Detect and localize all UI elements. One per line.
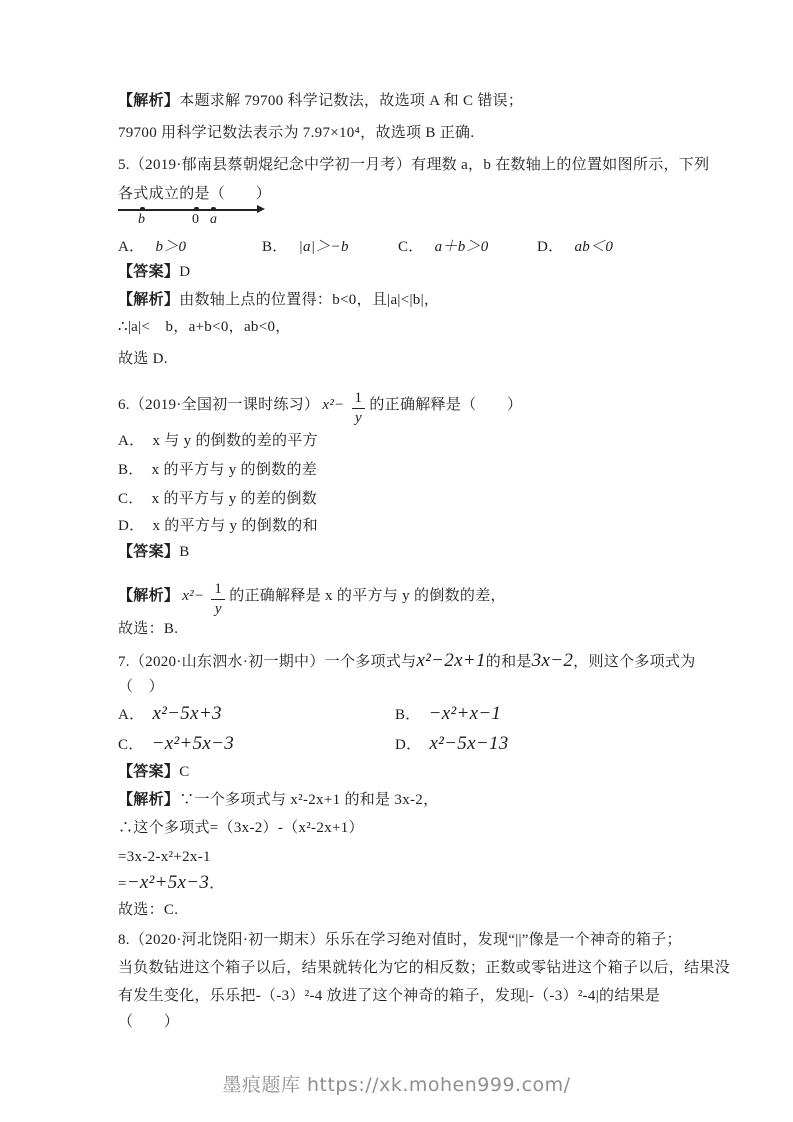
fraction-numerator: 1	[352, 391, 366, 409]
answer-value: C	[179, 764, 190, 780]
answer-label: 【答案】	[118, 264, 180, 280]
q5-answer-line	[118, 263, 190, 282]
number-line-point-b	[140, 207, 145, 212]
answer-value: B	[179, 544, 190, 560]
q6-fraction	[352, 391, 366, 426]
number-line-label-zero: 0	[192, 212, 199, 227]
q4-analysis-line2: 79700 用科学记数法表示为 7.97×10⁴，故选项 B 正确.	[118, 125, 475, 141]
analysis-label: 【解析】	[118, 792, 180, 808]
fraction-denominator: y	[354, 410, 362, 426]
analysis-label: 【解析】	[118, 588, 180, 604]
q6-analysis-fraction	[211, 582, 225, 617]
number-line-label-b: b	[138, 212, 145, 227]
q6-stem-suffix: 的正确解释是（ ）	[369, 397, 523, 413]
q7-analysis-line5: 故选：C.	[118, 902, 179, 918]
q7-analysis-math: −x²+5x−3	[126, 872, 210, 893]
q5-stem-line2: 各式成立的是（ ）	[118, 186, 272, 202]
q7-analysis-line3: =3x-2-x²+2x-1	[118, 849, 211, 865]
q5-analysis-line1	[118, 291, 439, 310]
q7-analysis-line1	[118, 791, 438, 810]
q7-stem-math2: 3x−2	[531, 650, 574, 671]
q8-stem-line4: （ ）	[118, 1014, 180, 1030]
q7-stem-line1: 7.（2020·山东泗水·初一期中）一个多项式与x²−2x+1的和是3x−2，则这个多项式为	[118, 650, 696, 671]
q6-analysis-line	[118, 582, 506, 617]
q5-stem-line1: 5.（2019·郁南县蔡朝焜纪念中学初一月考）有理数 a，b 在数轴上的位置如图所示，下列	[118, 157, 710, 173]
q8-stem-line3: 有发生变化，乐乐把-（-3）²-4 放进了这个神奇的箱子，发现|-（-3）²-4|的结果是	[118, 988, 661, 1004]
q5-option-a: A． b＞0	[118, 239, 187, 255]
q6-option-c: C． x 的平方与 y 的差的倒数	[118, 491, 318, 507]
q6-stem-math: x²−	[322, 397, 345, 413]
q7-stem-line2: （ ）	[118, 679, 164, 695]
q6-option-a: A． x 与 y 的倒数的差的平方	[118, 433, 318, 449]
analysis-text: 本题求解 79700 科学记数法，故选项 A 和 C 错误；	[179, 93, 524, 109]
q7-option-c: C． −x²+5x−3	[118, 733, 235, 754]
q5-option-d: D． ab＜0	[537, 239, 614, 255]
q4-analysis-line1	[118, 92, 523, 111]
analysis-label: 【解析】	[118, 292, 180, 308]
q7-option-a: A． x²−5x+3	[118, 703, 222, 724]
answer-value: D	[179, 264, 191, 280]
q5-number-line-figure	[118, 196, 270, 230]
q6-answer-line	[118, 543, 190, 562]
number-line-arrow-icon	[257, 205, 265, 213]
fraction-denominator: y	[214, 601, 222, 617]
q7-answer-line	[118, 763, 190, 782]
answer-label: 【答案】	[118, 764, 180, 780]
q7-option-d: D． x²−5x−13	[395, 733, 509, 754]
fraction-numerator: 1	[211, 582, 225, 600]
q7-analysis-line4: =−x²+5x−3．	[118, 872, 225, 893]
answer-label: 【答案】	[118, 544, 180, 560]
q6-option-d: D． x 的平方与 y 的倒数的和	[118, 518, 318, 534]
q6-stem-line	[118, 391, 522, 426]
q6-analysis-end: 故选：B.	[118, 621, 179, 637]
q6-stem-label: 6.（2019·全国初一课时练习）	[118, 397, 320, 413]
analysis-text: ∵一个多项式与 x²-2x+1 的和是 3x-2，	[179, 792, 439, 808]
analysis-text: 由数轴上点的位置得：b<0，且|a|<|b|，	[179, 292, 440, 308]
site-footer: 墨痕题库 https://xk.mohen999.com/	[222, 1074, 571, 1096]
q5-analysis-line3: 故选 D.	[118, 351, 168, 367]
q7-stem-math1: x²−2x+1	[416, 650, 486, 671]
q5-option-c: C． a＋b＞0	[398, 239, 489, 255]
q6-analysis-suffix: 的正确解释是 x 的平方与 y 的倒数的差，	[229, 588, 506, 604]
q7-option-b: B． −x²+x−1	[395, 703, 502, 724]
q5-analysis-line2: ∴|a|< b，a+b<0，ab<0，	[118, 319, 291, 335]
q8-stem-line2: 当负数钻进这个箱子以后，结果就转化为它的相反数；正数或零钻进这个箱子以后，结果没	[118, 960, 731, 976]
q5-option-b: B． |a|＞−b	[262, 239, 349, 255]
q8-stem-line1: 8.（2020·河北饶阳·初一期末）乐乐在学习绝对值时，发现“||”像是一个神奇的箱子；	[118, 932, 682, 948]
q7-analysis-line2: ∴这个多项式=（3x-2）-（x²-2x+1）	[118, 820, 364, 836]
q6-option-b: B． x 的平方与 y 的倒数的差	[118, 462, 318, 478]
number-line-point-a	[211, 207, 216, 212]
number-line-axis	[118, 209, 258, 211]
number-line-point-zero	[194, 207, 199, 212]
number-line-label-a: a	[210, 212, 217, 227]
analysis-label: 【解析】	[118, 93, 180, 109]
q6-analysis-math: x²−	[182, 588, 205, 604]
